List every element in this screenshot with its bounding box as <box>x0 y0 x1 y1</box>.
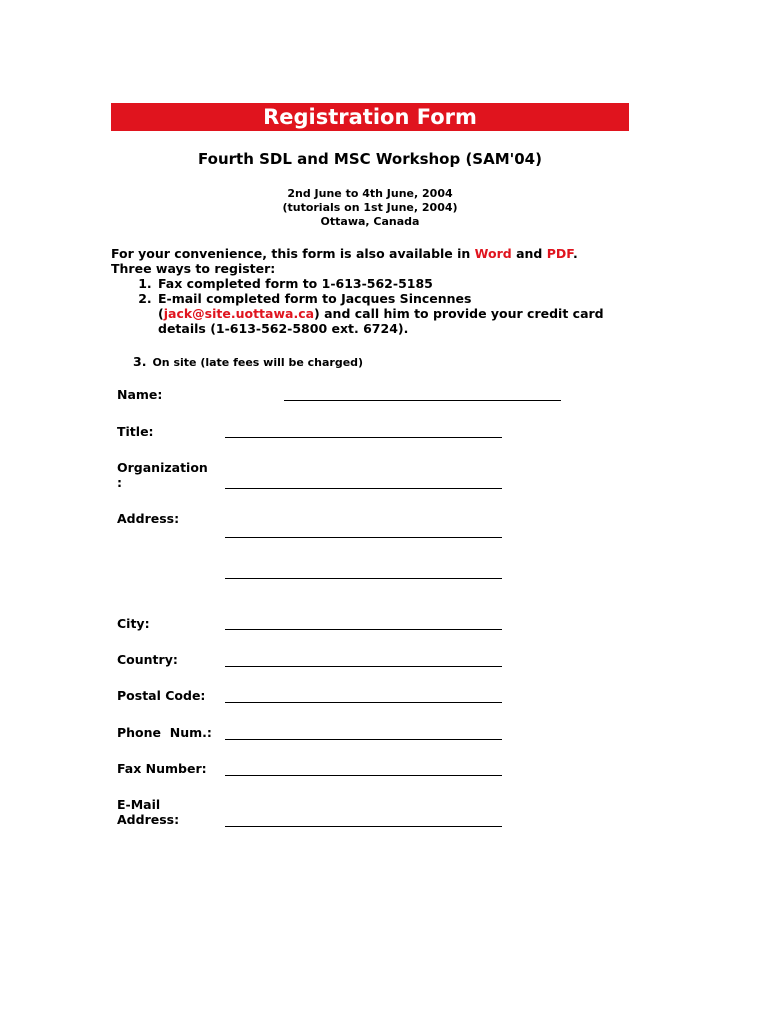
city-field[interactable] <box>225 629 502 630</box>
name-label: Name: <box>117 387 163 402</box>
option-fax: 1. Fax completed form to 1-613-562-5185 <box>156 276 631 291</box>
email-label <box>117 797 179 827</box>
organization-label-line2: : <box>117 475 122 490</box>
country-field[interactable] <box>225 666 502 667</box>
event-location: Ottawa, Canada <box>320 215 420 228</box>
phone-field[interactable] <box>225 739 502 740</box>
organization-field[interactable] <box>225 488 502 489</box>
option-onsite-number: 3. <box>133 354 147 369</box>
and-text: and <box>511 246 547 261</box>
event-tutorials: (tutorials on 1st June, 2004) <box>282 201 458 214</box>
city-label: City: <box>117 616 150 631</box>
address-field-line1[interactable] <box>225 537 502 538</box>
option-email-text: E-mail completed form to Jacques Sincennes ( <box>158 291 472 321</box>
word-link[interactable]: Word <box>474 246 512 261</box>
organization-label <box>117 460 208 490</box>
form-title-banner: Registration Form <box>111 103 629 131</box>
registration-instructions <box>111 246 631 336</box>
postal-code-label: Postal Code: <box>117 688 206 703</box>
option-onsite <box>133 354 363 369</box>
postal-code-field[interactable] <box>225 702 502 703</box>
title-label: Title: <box>117 424 154 439</box>
pdf-link[interactable]: PDF <box>546 246 573 261</box>
event-details <box>111 187 629 229</box>
name-field[interactable] <box>284 400 561 401</box>
option-email-suffix: ) and call him to provide your credit card details (1-613-562-5800 ext. 6724). <box>158 306 604 336</box>
email-label-line2: Address: <box>117 812 180 827</box>
ways-heading: Three ways to register: <box>111 261 276 276</box>
email-link[interactable]: jack@site.uottawa.ca <box>163 306 315 321</box>
email-label-line1: E-Mail <box>117 797 161 812</box>
country-label: Country: <box>117 652 178 667</box>
period-text: . <box>572 246 578 261</box>
title-field[interactable] <box>225 437 502 438</box>
fax-field[interactable] <box>225 775 502 776</box>
event-title: Fourth SDL and MSC Workshop (SAM'04) <box>198 150 542 168</box>
email-field[interactable] <box>225 826 502 827</box>
option-email <box>156 291 631 336</box>
availability-text: For your convenience, this form is also available in <box>111 246 475 261</box>
registration-options <box>111 276 631 336</box>
phone-label: Phone Num.: <box>117 725 212 740</box>
address-field-line2[interactable] <box>225 578 502 579</box>
availability-line <box>111 246 631 261</box>
event-dates: 2nd June to 4th June, 2004 <box>287 187 453 200</box>
fax-label: Fax Number: <box>117 761 207 776</box>
address-label: Address: <box>117 511 180 526</box>
organization-label-line1: Organization <box>117 460 208 475</box>
option-onsite-text: On site (late fees will be charged) <box>152 356 364 369</box>
